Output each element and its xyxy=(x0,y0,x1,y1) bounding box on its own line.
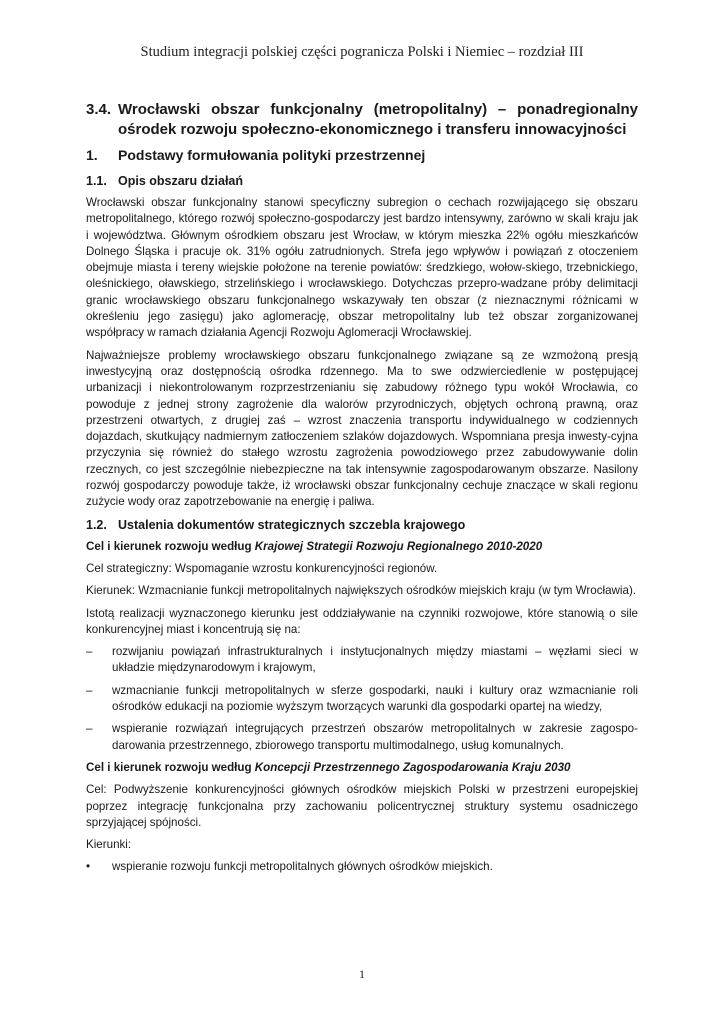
list-item xyxy=(86,859,638,875)
section-number: 3.4. xyxy=(86,101,112,118)
page-content xyxy=(86,100,638,882)
heading-1-1 xyxy=(86,173,638,190)
heading-1 xyxy=(86,146,638,165)
heading-1-2-title: Ustalenia dokumentów strategicznych szczebla krajowego xyxy=(118,517,466,532)
list-item-text: wspieranie rozwoju funkcji metropolitalnych głównych ośrodków miejskich. xyxy=(112,860,493,874)
subheading-kpzk xyxy=(86,760,638,776)
list-item-text: wzmacnianie funkcji metropolitalnych w sferze gospodarki, nauki i kultury oraz wzmacnianie roli ośrodków edukacji na poziomie wyższym tworzących warunki dla gospodarki opartej na wiedzy, xyxy=(112,683,638,714)
bullet-list xyxy=(86,859,638,875)
paragraph: Cel: Podwyższenie konkurencyjności głównych ośrodków miejskich Polski w przestrzeni europejskiej poprzez integrację funkcjonalna przy zachowaniu policentrycznej struktury systemu osadniczego sprzyjającej spójności. xyxy=(86,783,638,829)
list-item-text: wspieranie rozwiązań integrujących przestrzeń obszarów metropolitalnych w zakresie zagospo-darowania przestrzennego, zbiorowego transportu multimodalnego, usług komunalnych. xyxy=(112,722,638,752)
subheading-document: Krajowej Strategii Rozwoju Regionalnego 2010-2020 xyxy=(254,539,543,553)
dash-list xyxy=(86,644,638,754)
section-title: Wrocławski obszar funkcjonalny (metropolitalny) – ponadregionalny ośrodek rozwoju społeczno-ekonomicznego i transferu innowacyjności xyxy=(118,101,638,138)
paragraph: Kierunki: xyxy=(86,838,132,852)
subheading-document: Koncepcji Przestrzennego Zagospodarowania Kraju 2030 xyxy=(254,760,571,774)
dash-bullet: – xyxy=(86,645,93,659)
dash-bullet: – xyxy=(86,722,93,736)
paragraph: Cel strategiczny: Wspomaganie wzrostu konkurencyjności regionów. xyxy=(86,561,438,575)
heading-1-1-title: Opis obszaru działań xyxy=(118,174,244,188)
heading-1-title: Podstawy formułowania polityki przestrzennej xyxy=(118,147,426,163)
heading-1-2 xyxy=(86,517,638,534)
paragraph: Wrocławski obszar funkcjonalny stanowi specyficzny subregion o cechach rozwijającego się obszaru metropolitalnego, którego rozwój społeczno-gospodarczy jest bardzo intensywny, zarówno w skali kraju jak i województwa. Głównym ośrodkiem obszaru jest Wrocław, w którym mieszka 22% ogółu mieszkańców Dolnego Śląska i pracuje ok. 31% ogółu zatrudnionych. Strefa jego wpływów i powiązań z otoczeniem obejmuje miasta i tereny wiejskie położone na terenie powiatów: średzkiego, wołow-skiego, trzebnickiego, oleśnickiego, oławskiego, strzelińskiego i wrocławskiego. Dotychczas przepro-wadzane próby delimitacji granic wrocławskiego obszaru funkcjonalnego wskazywały ten obszar (z nieznacznymi różnicami w określeniu jego zasięgu) jako aglomerację, obszar metropolitalny lub też obszar zorganizowanej współpracy w ramach działania Agencji Rozwoju Aglomeracji Wrocławskiej. xyxy=(86,196,638,340)
heading-1-1-number: 1.1. xyxy=(86,174,107,188)
dash-bullet: – xyxy=(86,683,93,697)
list-item xyxy=(86,644,638,677)
subheading-prefix: Cel i kierunek rozwoju według xyxy=(86,539,255,553)
list-item xyxy=(86,683,638,716)
list-item xyxy=(86,721,638,754)
paragraph: Istotą realizacji wyznaczonego kierunku jest oddziaływanie na czynniki rozwojowe, które stanowią o sile konkurencyjnej miast i koncentrują się na: xyxy=(86,606,638,636)
heading-1-2-number: 1.2. xyxy=(86,517,107,532)
dot-bullet: • xyxy=(86,860,91,874)
paragraph: Kierunek: Wzmacnianie funkcji metropolitalnych największych ośrodków miejskich kraju (w tym Wrocławia). xyxy=(86,584,637,598)
running-header: Studium integracji polskiej części pogranicza Polski i Niemiec – rozdział III xyxy=(140,44,584,60)
section-heading xyxy=(86,100,638,140)
subheading-ksrr xyxy=(86,539,638,555)
subheading-prefix: Cel i kierunek rozwoju według xyxy=(86,760,255,774)
heading-1-number: 1. xyxy=(86,147,98,163)
paragraph: Najważniejsze problemy wrocławskiego obszaru funkcjonalnego związane są ze wzmożoną presją inwestycyjną oraz dostępnością ośrodka rdzennego. Ma to swe odzwierciedlenie w postępującej urbanizacji i niekontrolowanym rozprzestrzenianiu się zabudowy różnego typu wokół Wrocławia, co powoduje z jednej strony zagrożenie dla walorów przyrodniczych, objętych ochroną prawną, oraz przestrzeni otwartych, z drugiej zaś – wzrost znaczenia transportu indywidualnego w codziennych dojazdach, skutkujący nadmiernym zatłoczeniem szlaków dojazdowych. Wspomniana presja inwesty-cyjna przyczynia się również do stałego wzrostu zagrożenia powodziowego przez zabudowywanie dolin rzecznych, co jest szczególnie niebezpieczne na tak intensywnie zagospodarowanym obszarze. Nasilony rozwój gospodarczy powoduje także, iż wrocławski obszar funkcjonalny cechuje znaczące w skali regionu zużycie wody oraz zapotrzebowanie na energię i paliwa. xyxy=(86,348,638,509)
list-item-text: rozwijaniu powiązań infrastrukturalnych i instytucjonalnych między miastami – węzłami sieci w układzie międzynarodowym i krajowym, xyxy=(112,645,638,675)
page-number: 1 xyxy=(359,967,365,981)
